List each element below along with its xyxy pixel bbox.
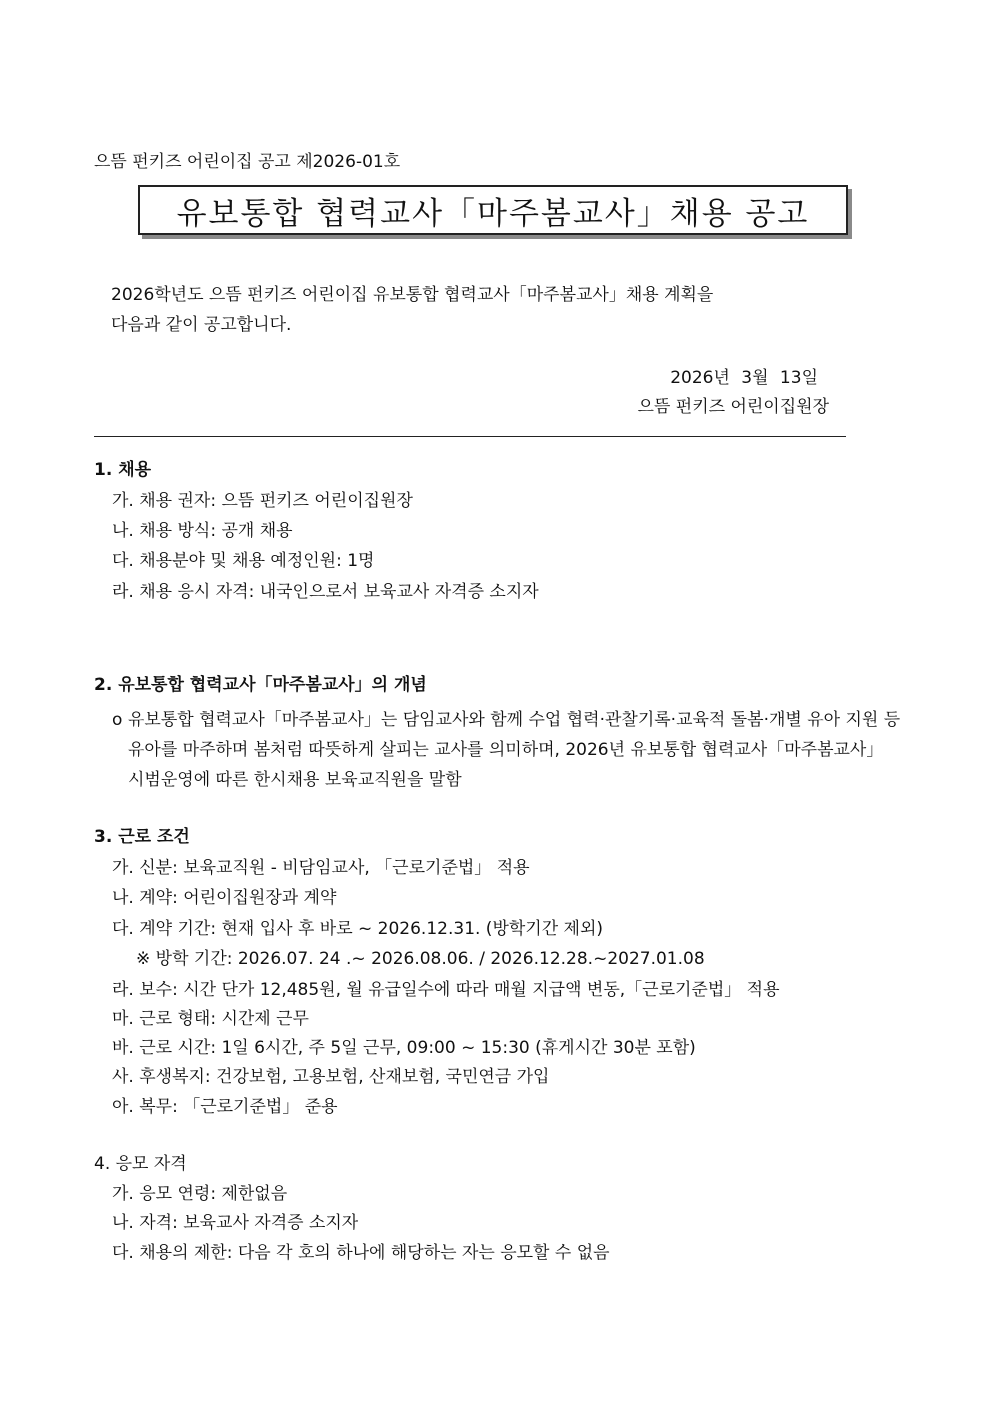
intro-line-2: 다음과 같이 공고합니다. <box>111 315 292 335</box>
section-4-item: 다. 채용의 제한: 다음 각 호의 하나에 해당하는 자는 응모할 수 없음 <box>112 1243 610 1263</box>
signer: 으뜸 펀키즈 어린이집원장 <box>637 397 829 417</box>
notice-number: 으뜸 펀키즈 어린이집 공고 제2026-01호 <box>94 152 401 172</box>
section-2-heading: 2. 유보통합 협력교사「마주봄교사」의 개념 <box>94 675 427 695</box>
section-3-item: 아. 복무: 「근로기준법」 준용 <box>112 1097 338 1117</box>
section-1-item: 나. 채용 방식: 공개 채용 <box>112 521 293 541</box>
intro-line-1: 2026학년도 으뜸 펀키즈 어린이집 유보통합 협력교사「마주봄교사」채용 계획을 <box>111 285 714 305</box>
section-4-item: 나. 자격: 보육교사 자격증 소지자 <box>112 1213 359 1233</box>
section-3-note: ※ 방학 기간: 2026.07. 24 .~ 2026.08.06. / 2026.12.28.~2027.01.08 <box>136 949 705 969</box>
section-3-item: 나. 계약: 어린이집원장과 계약 <box>112 888 337 908</box>
section-4-item: 가. 응모 연령: 제한없음 <box>112 1184 288 1204</box>
section-1-heading: 1. 채용 <box>94 460 152 480</box>
section-1-item: 다. 채용분야 및 채용 예정인원: 1명 <box>112 551 375 571</box>
section-2-body: 유보통합 협력교사「마주봄교사」는 담임교사와 함께 수업 협력·관찰기록·교육적 돌봄·개별 유아 지원 등 유아를 마주하며 봄처럼 따뜻하게 살피는 교사를 의미하며, 2026년 유보통합 협력교사「마주봄교사」시범운영에 따른 한시채용 보육교직원을 말함 <box>128 710 901 790</box>
section-2-paragraph <box>112 705 904 795</box>
section-1-item: 라. 채용 응시 자격: 내국인으로서 보육교사 자격증 소지자 <box>112 582 539 602</box>
section-3-item: 라. 보수: 시간 단가 12,485원, 월 유급일수에 따라 매월 지급액 변동,「근로기준법」 적용 <box>112 980 780 1000</box>
page-title: 유보통합 협력교사「마주봄교사」채용 공고 <box>176 195 810 232</box>
section-3-item: 가. 신분: 보육교직원 - 비담임교사, 「근로기준법」 적용 <box>112 858 530 878</box>
section-4-heading: 4. 응모 자격 <box>94 1154 187 1174</box>
bullet-marker: o <box>112 710 123 730</box>
title-box <box>138 185 848 235</box>
section-3-heading: 3. 근로 조건 <box>94 827 190 847</box>
section-3-item: 바. 근로 시간: 1일 6시간, 주 5일 근무, 09:00 ~ 15:30 (휴게시간 30분 포함) <box>112 1038 696 1058</box>
section-3-item: 다. 계약 기간: 현재 입사 후 바로 ~ 2026.12.31. (방학기간 제외) <box>112 919 604 939</box>
section-3-item: 마. 근로 형태: 시간제 근무 <box>112 1009 309 1029</box>
divider-line <box>94 436 846 437</box>
section-3-item: 사. 후생복지: 건강보험, 고용보험, 산재보험, 국민연금 가입 <box>112 1067 550 1087</box>
notice-date: 2026년 3월 13일 <box>670 368 818 388</box>
section-1-item: 가. 채용 권자: 으뜸 펀키즈 어린이집원장 <box>112 491 413 511</box>
